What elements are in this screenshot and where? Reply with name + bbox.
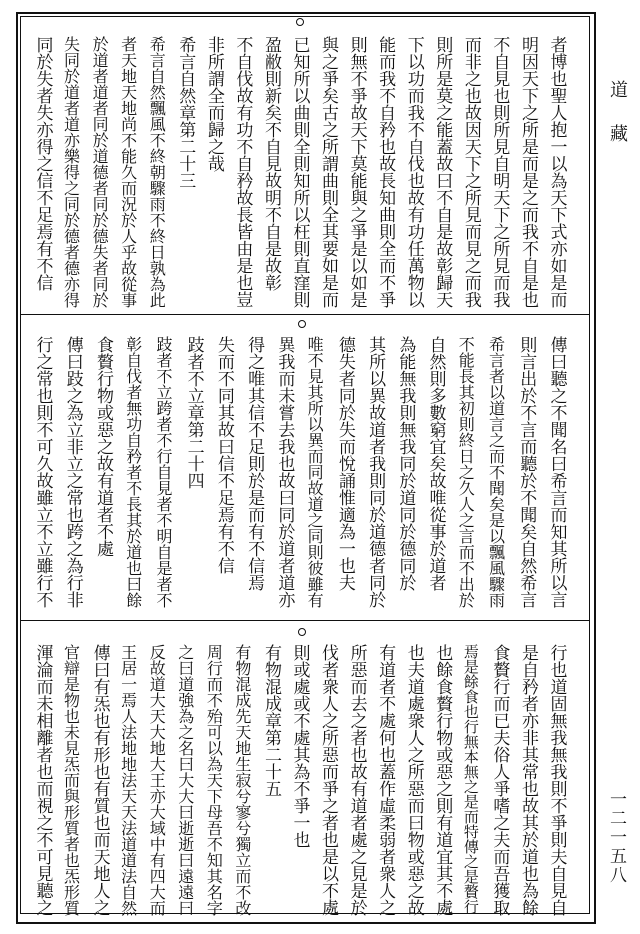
text-column: 是自矜者亦非其常也故其於道也為餘 (517, 644, 538, 916)
text-column: 不自見也則所見自明天下之所見而我 (489, 36, 510, 308)
text-column: 有物混成先天地生寂兮寥兮獨立而不改 (232, 644, 252, 916)
text-column: 伐者衆人之所惡而爭之者也是以不處 (318, 644, 339, 916)
section-divider-2 (20, 620, 590, 621)
text-column: 焉是餘食也行無本無之是而特傳之是贅行 (461, 644, 480, 914)
text-column: 則無不爭故天下莫能與之爭是以如是 (346, 36, 367, 308)
text-column: 食贅行物或惡之故有道者不處 (92, 336, 113, 557)
text-column: 異我而未嘗去我也故曰同於道者道亦 (274, 336, 295, 608)
text-column: 不自伐故有功不自矜故長皆由是也豈 (232, 36, 253, 308)
text-column: 傳曰有炁也有形也有質也而天地人之 (89, 644, 110, 916)
text-column: 官辯是物也未見炁而與形質者也炁形質 (61, 644, 81, 916)
punctuation-circle (296, 18, 304, 26)
text-column: 得之唯其信不足則於是而有不信焉 (244, 336, 265, 591)
text-column: 失而不同其故曰信不足焉有不信 (213, 336, 234, 574)
text-column: 周行而不殆可以為天下母吾不知其名字 (204, 644, 224, 916)
text-column: 德失者同於失而悅誦惟適為一也夫 (334, 336, 355, 591)
text-column: 傳曰聽之不聞名曰希言而知其所以言 (546, 336, 567, 608)
text-column: 彰自伐者無功自矜者不長其於道也曰餘 (123, 336, 143, 608)
punctuation-circle (298, 628, 306, 636)
text-column: 者博也聖人抱一以為天下式亦如是而 (546, 36, 567, 308)
text-column: 者天地天地尚不能久而況於人乎故從事 (118, 36, 138, 308)
text-column: 同於失者失亦得之信不足焉有不信 (32, 36, 53, 291)
text-column: 行之常也則不可久故雖立不立雖行不 (32, 336, 53, 608)
text-column: 渾淪而未相離者也而視之不可見聽之 (32, 644, 53, 916)
text-column: 於道者道者同於道德者同於德失者同於 (90, 36, 110, 308)
text-column: 盈敝則新矣不自見故明不自是故彰 (260, 36, 281, 291)
text-column: 傳曰跂之為立非立之常也跨之為行非 (62, 336, 83, 608)
text-column: 為能無我則無我同於道同於德同於 (395, 336, 416, 591)
text-column: 已知所以曲則全則知所以枉則直窪則 (289, 36, 310, 308)
text-column: 非所謂全而歸之哉 (203, 36, 224, 172)
text-column: 有道者不處何也蓋作虛柔弱者衆人之 (375, 644, 396, 916)
text-column: 能而我不自矜也故長知曲則全而不爭 (375, 36, 396, 308)
margin-title: 道 藏 (607, 80, 628, 146)
text-column: 有物混成章第二十五 (260, 644, 281, 797)
text-column: 自然則多數窮宜矣故唯從事於道者 (425, 336, 446, 591)
text-column: 唯不見其所以異而同故道之同則彼雖有 (305, 336, 325, 608)
text-column: 反故道大天大地大王亦大域中有四大而 (147, 644, 167, 916)
text-column: 則所是莫之能蓋故曰不自是故彰歸天 (432, 36, 453, 308)
page-number: 一二一五八 (606, 790, 626, 885)
text-column: 下以功而我不自伐也故有功任萬物以 (403, 36, 424, 308)
text-column: 希言者以道言之而不聞矣是以飄風驟雨 (486, 336, 506, 608)
text-column: 不能長其初則終日之久人之言而不出於 (456, 336, 476, 608)
text-column: 所惡而去之者也故有道者處之見是於 (346, 644, 367, 916)
text-column: 之曰道強為之名曰大大曰逝逝曰遠遠曰 (175, 644, 195, 916)
text-column: 也夫道處衆人之所惡而曰物或惡之故 (403, 644, 424, 916)
text-column: 失同於道者道亦樂得之同於德者德亦得 (61, 36, 81, 308)
text-column: 而非之也故因天下之所見而見之而我 (460, 36, 481, 308)
text-column: 跂者不立跨者不行自見者不明自是者不 (153, 336, 173, 608)
section-divider-1 (20, 314, 590, 315)
text-column: 則言出於不言而聽於不聞矣自然希言 (516, 336, 537, 608)
text-column: 行也道固無我無我則不爭則夫自見自 (546, 644, 567, 916)
text-column: 明因天下之所是而是之而我不自是也 (517, 36, 538, 308)
text-column: 王居一焉人法地地法天天法道道法自然 (118, 644, 138, 916)
text-column: 希言自然飄風不終朝驟雨不終日孰為此 (147, 36, 167, 308)
text-column: 則或處或不處其為不爭一也 (289, 644, 310, 848)
punctuation-circle (298, 320, 306, 328)
text-column: 其所以異故道者我則同於道德者同於 (365, 336, 386, 608)
text-column: 食贅行而已夫俗人爭嗜之夫而吾獲取 (489, 644, 510, 916)
text-column: 跂者不立章第二十四 (183, 336, 204, 489)
text-column: 希言自然章第二十三 (175, 36, 196, 189)
text-column: 與之爭矣古之所謂曲則全其要如是而 (318, 36, 339, 308)
text-column: 也餘食贅行物或惡之則有道宜其不處 (432, 644, 453, 916)
